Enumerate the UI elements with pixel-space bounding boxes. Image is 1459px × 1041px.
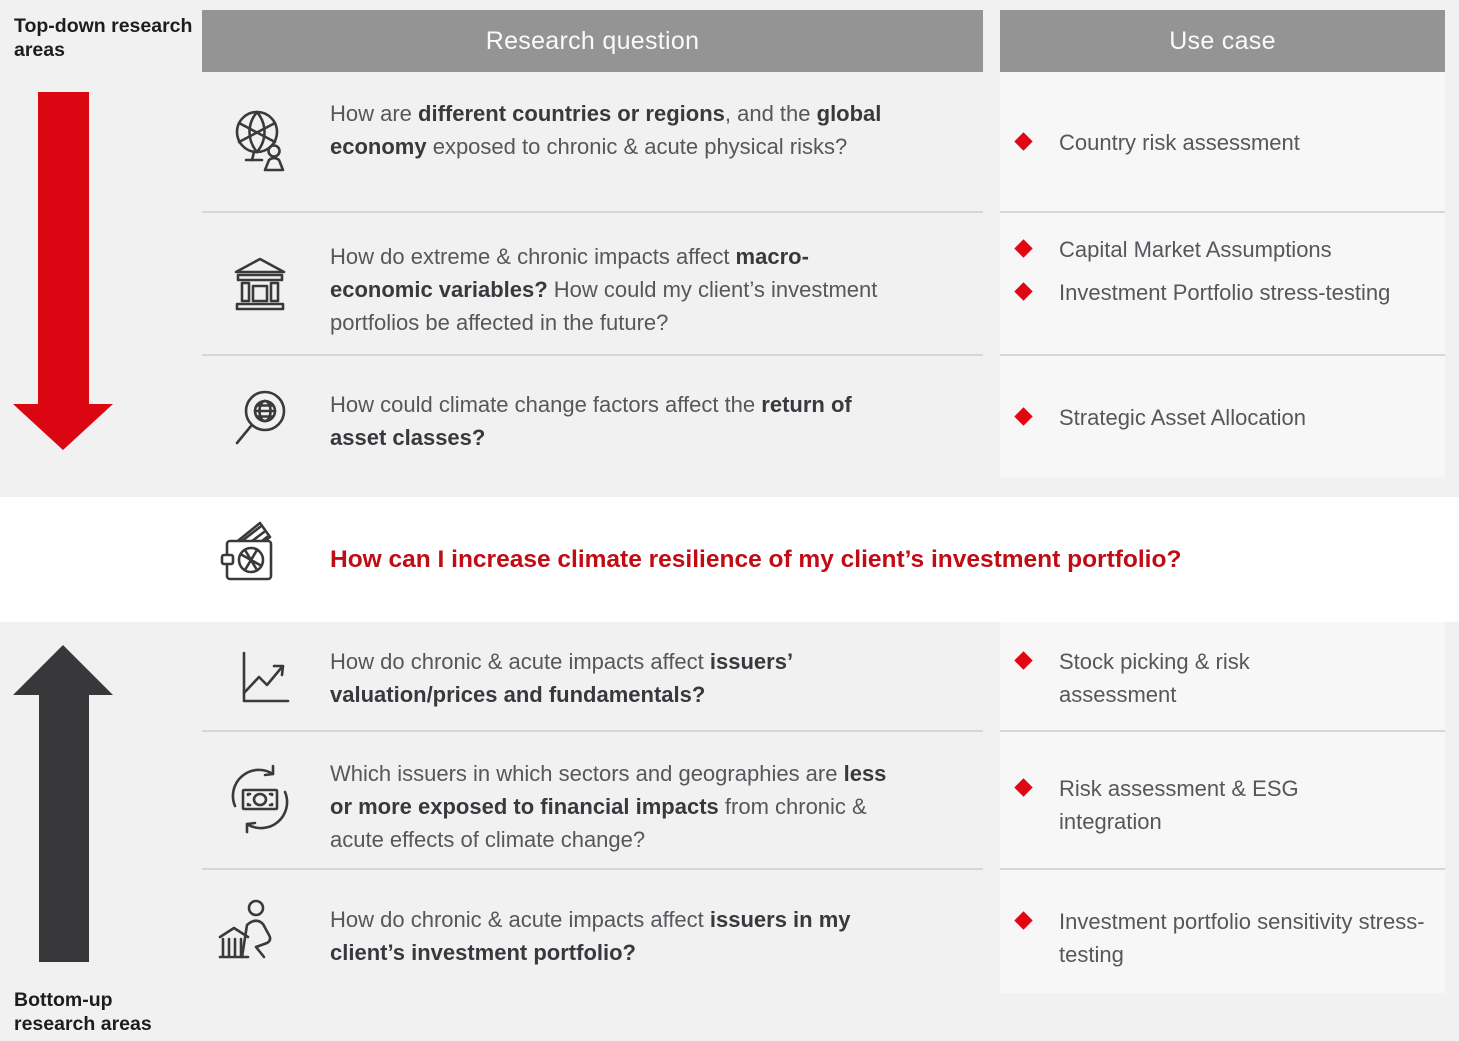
red-down-arrow-shaft [38,92,89,404]
use-case-label: Investment Portfolio stress-testing [1059,280,1391,305]
use-case-header: Use case [1000,10,1445,72]
research-question-3: How could climate change factors affect the return of asset classes? [330,392,852,450]
money-cycle-icon [222,760,298,836]
bottom-up-label: Bottom-up research areas [14,989,152,1035]
row-divider [1000,730,1445,732]
use-case-label: Capital Market Assumptions [1059,237,1332,262]
line-chart-icon [230,643,294,711]
central-question: How can I increase climate resilience of my client’s investment portfolio? [330,546,1182,573]
research-question-2: How do extreme & chronic impacts affect macro-economic variables? How could my client’s investment portfolios be affected in the future? [330,244,878,335]
use-case-label: Country risk assessment [1059,130,1300,155]
row-divider [202,354,983,356]
use-case-label: Stock picking & risk assessment [1059,649,1250,707]
red-down-arrow [13,92,114,450]
use-case-item [1017,276,1399,309]
diamond-bullet-icon [1014,651,1032,669]
use-case-item [1017,645,1359,711]
diamond-bullet-icon [1014,407,1032,425]
use-case-item [1017,401,1459,434]
use-case-label: Investment portfolio sensitivity stress-testing [1059,909,1425,967]
research-question-header: Research question [202,10,983,72]
row-divider [202,868,983,870]
diamond-bullet-icon [1014,239,1032,257]
research-question-6: How do chronic & acute impacts affect issuers in my client’s investment portfolio? [330,907,851,965]
row-divider [1000,354,1445,356]
use-case-label: Strategic Asset Allocation [1059,405,1307,430]
diamond-bullet-icon [1014,778,1032,796]
row-divider [1000,868,1445,870]
globe-person-icon [224,104,298,180]
dark-up-arrow [13,645,114,962]
red-down-arrow-head [13,404,113,450]
person-building-icon [212,893,296,969]
research-question-4: How do chronic & acute impacts affect issuers’ valuation/prices and fundamentals? [330,649,792,707]
row-divider [202,211,983,213]
use-case-item [1017,126,1459,159]
row-divider [1000,211,1445,213]
use-case-label: Risk assessment & ESG integration [1059,776,1299,834]
research-question-5: Which issuers in which sectors and geographies are less or more exposed to financial impacts from chronic & acute effects of climate change? [330,761,887,852]
wallet-globe-icon [212,510,292,590]
diamond-bullet-icon [1014,282,1032,300]
bank-icon [222,247,298,319]
dark-up-arrow-shaft [39,695,89,962]
use-case-item [1017,233,1459,266]
row-divider [202,730,983,732]
diamond-bullet-icon [1014,911,1032,929]
use-case-item [1017,905,1439,971]
magnifier-globe-icon [226,383,294,459]
dark-up-arrow-head [13,645,113,695]
use-case-item [1017,772,1319,838]
research-question-1: How are different countries or regions, and the global economy exposed to chronic & acute physical risks? [330,101,882,159]
diamond-bullet-icon [1014,132,1032,150]
top-down-label: Top-down research areas [14,15,193,61]
